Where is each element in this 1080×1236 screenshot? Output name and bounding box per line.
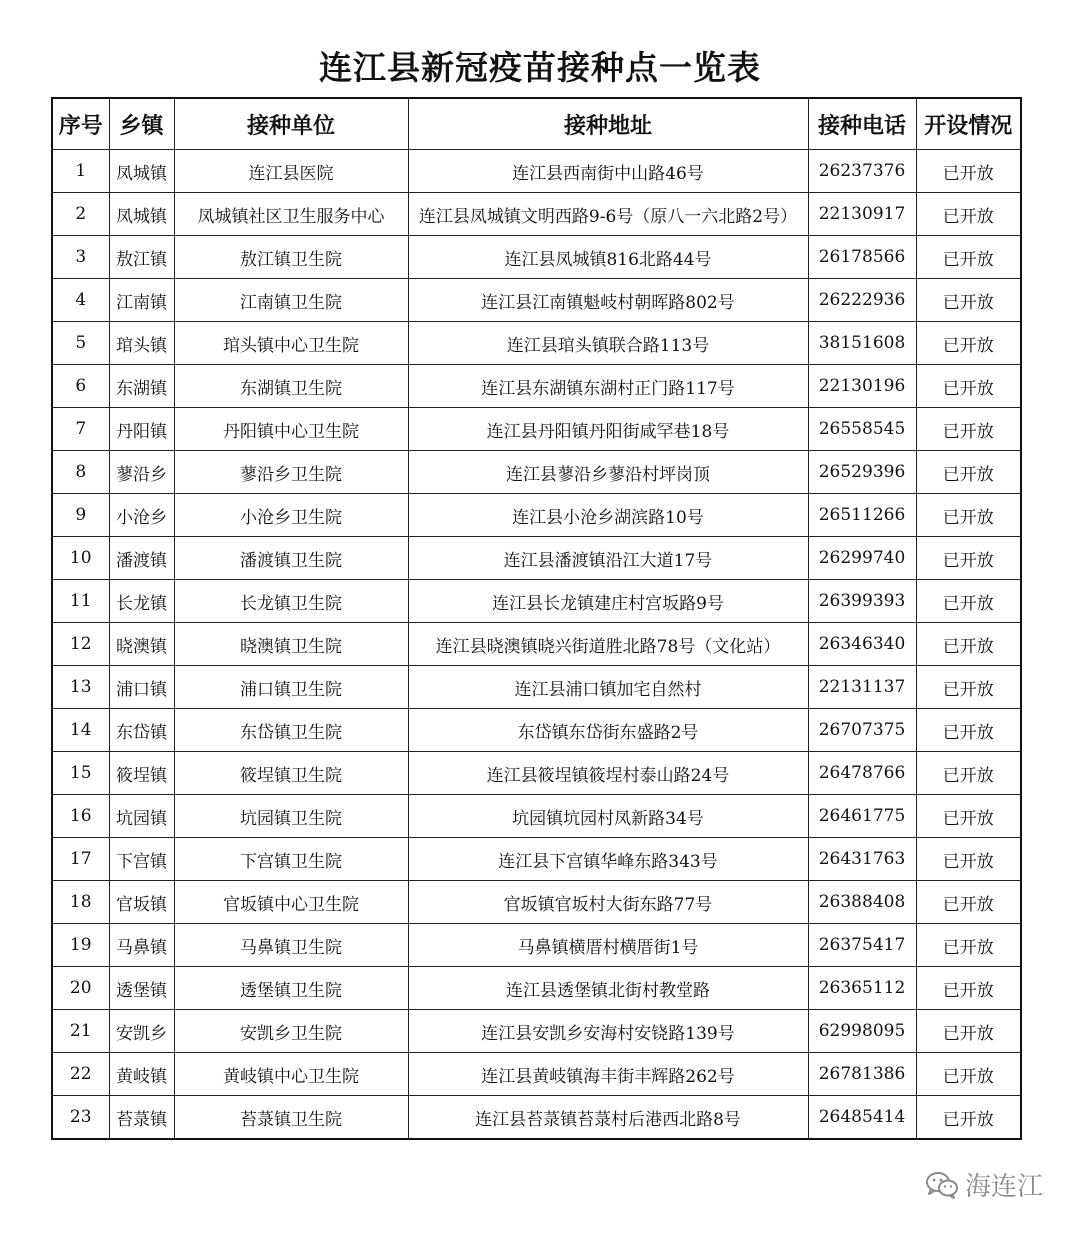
cell-town: 安凯乡 — [109, 1010, 174, 1053]
table-row — [52, 967, 1021, 1010]
cell-address: 马鼻镇横厝村横厝街1号 — [408, 924, 808, 967]
table-row — [52, 709, 1021, 752]
table-row — [52, 150, 1021, 193]
table-row — [52, 1096, 1021, 1140]
cell-unit: 小沧乡卫生院 — [174, 494, 408, 537]
cell-address: 连江县琯头镇联合路113号 — [408, 322, 808, 365]
cell-index: 6 — [52, 365, 109, 408]
cell-unit: 江南镇卫生院 — [174, 279, 408, 322]
cell-status: 已开放 — [916, 1010, 1021, 1053]
cell-town: 浦口镇 — [109, 666, 174, 709]
cell-town: 苔菉镇 — [109, 1096, 174, 1140]
col-header-unit: 接种单位 — [174, 98, 408, 150]
cell-status: 已开放 — [916, 666, 1021, 709]
cell-address: 连江县凤城镇816北路44号 — [408, 236, 808, 279]
cell-town: 潘渡镇 — [109, 537, 174, 580]
cell-index: 3 — [52, 236, 109, 279]
cell-address: 连江县筱埕镇筱埕村泰山路24号 — [408, 752, 808, 795]
cell-phone: 38151608 — [808, 322, 916, 365]
table-row — [52, 580, 1021, 623]
table-row — [52, 494, 1021, 537]
cell-unit: 东岱镇卫生院 — [174, 709, 408, 752]
table-row — [52, 838, 1021, 881]
table-row — [52, 924, 1021, 967]
cell-town: 透堡镇 — [109, 967, 174, 1010]
cell-phone: 26478766 — [808, 752, 916, 795]
cell-status: 已开放 — [916, 967, 1021, 1010]
cell-town: 马鼻镇 — [109, 924, 174, 967]
cell-status: 已开放 — [916, 752, 1021, 795]
table-row — [52, 1053, 1021, 1096]
cell-index: 14 — [52, 709, 109, 752]
cell-index: 11 — [52, 580, 109, 623]
cell-status: 已开放 — [916, 623, 1021, 666]
cell-town: 琯头镇 — [109, 322, 174, 365]
cell-phone: 26781386 — [808, 1053, 916, 1096]
cell-phone: 26222936 — [808, 279, 916, 322]
cell-unit: 丹阳镇中心卫生院 — [174, 408, 408, 451]
cell-index: 18 — [52, 881, 109, 924]
cell-status: 已开放 — [916, 193, 1021, 236]
table-row — [52, 322, 1021, 365]
watermark-text: 海连江 — [965, 1172, 1044, 1202]
cell-address: 连江县长龙镇建庄村宫坂路9号 — [408, 580, 808, 623]
cell-phone: 26431763 — [808, 838, 916, 881]
cell-address: 连江县晓澳镇晓兴街道胜北路78号（文化站） — [408, 623, 808, 666]
cell-status: 已开放 — [916, 795, 1021, 838]
cell-town: 下宫镇 — [109, 838, 174, 881]
cell-unit: 苔菉镇卫生院 — [174, 1096, 408, 1140]
cell-index: 17 — [52, 838, 109, 881]
cell-status: 已开放 — [916, 709, 1021, 752]
col-header-address: 接种地址 — [408, 98, 808, 150]
table-row — [52, 408, 1021, 451]
cell-town: 东岱镇 — [109, 709, 174, 752]
cell-unit: 蓼沿乡卫生院 — [174, 451, 408, 494]
cell-unit: 下宫镇卫生院 — [174, 838, 408, 881]
cell-phone: 26399393 — [808, 580, 916, 623]
cell-phone: 22130196 — [808, 365, 916, 408]
cell-address: 坑园镇坑园村凤新路34号 — [408, 795, 808, 838]
cell-address: 连江县丹阳镇丹阳街咸罕巷18号 — [408, 408, 808, 451]
table-row — [52, 795, 1021, 838]
col-header-town: 乡镇 — [109, 98, 174, 150]
cell-unit: 长龙镇卫生院 — [174, 580, 408, 623]
cell-index: 5 — [52, 322, 109, 365]
watermark — [925, 1166, 1043, 1203]
cell-town: 晓澳镇 — [109, 623, 174, 666]
table-row — [52, 365, 1021, 408]
cell-address: 连江县下宫镇华峰东路343号 — [408, 838, 808, 881]
cell-address: 连江县凤城镇文明西路9-6号（原八一六北路2号） — [408, 193, 808, 236]
page-title: 连江县新冠疫苗接种点一览表 — [319, 48, 761, 87]
cell-unit: 黄岐镇中心卫生院 — [174, 1053, 408, 1096]
table-row — [52, 666, 1021, 709]
cell-phone: 26346340 — [808, 623, 916, 666]
table-row — [52, 752, 1021, 795]
cell-phone: 26388408 — [808, 881, 916, 924]
cell-town: 江南镇 — [109, 279, 174, 322]
cell-status: 已开放 — [916, 150, 1021, 193]
cell-index: 20 — [52, 967, 109, 1010]
cell-index: 10 — [52, 537, 109, 580]
cell-town: 蓼沿乡 — [109, 451, 174, 494]
cell-town: 小沧乡 — [109, 494, 174, 537]
cell-status: 已开放 — [916, 1096, 1021, 1140]
cell-index: 13 — [52, 666, 109, 709]
cell-status: 已开放 — [916, 494, 1021, 537]
cell-address: 连江县浦口镇加宅自然村 — [408, 666, 808, 709]
table-row — [52, 623, 1021, 666]
cell-unit: 安凯乡卫生院 — [174, 1010, 408, 1053]
cell-unit: 筱埕镇卫生院 — [174, 752, 408, 795]
col-header-index: 序号 — [52, 98, 109, 150]
col-header-phone: 接种电话 — [808, 98, 916, 150]
cell-unit: 潘渡镇卫生院 — [174, 537, 408, 580]
cell-town: 凤城镇 — [109, 150, 174, 193]
table-header-row — [52, 98, 1021, 150]
cell-town: 东湖镇 — [109, 365, 174, 408]
cell-address: 连江县苔菉镇苔菉村后港西北路8号 — [408, 1096, 808, 1140]
cell-unit: 浦口镇卫生院 — [174, 666, 408, 709]
table-row — [52, 193, 1021, 236]
table-row — [52, 279, 1021, 322]
cell-address: 连江县西南街中山路46号 — [408, 150, 808, 193]
cell-address: 连江县安凯乡安海村安铙路139号 — [408, 1010, 808, 1053]
cell-address: 连江县透堡镇北街村教堂路 — [408, 967, 808, 1010]
cell-phone: 22131137 — [808, 666, 916, 709]
cell-index: 22 — [52, 1053, 109, 1096]
cell-town: 丹阳镇 — [109, 408, 174, 451]
cell-status: 已开放 — [916, 408, 1021, 451]
cell-phone: 26511266 — [808, 494, 916, 537]
vaccination-sites-table — [51, 97, 1022, 1140]
table-row — [52, 236, 1021, 279]
cell-town: 官坂镇 — [109, 881, 174, 924]
cell-unit: 官坂镇中心卫生院 — [174, 881, 408, 924]
cell-phone: 26529396 — [808, 451, 916, 494]
table-body — [52, 150, 1021, 1140]
cell-address: 官坂镇官坂村大街东路77号 — [408, 881, 808, 924]
cell-phone: 26237376 — [808, 150, 916, 193]
cell-status: 已开放 — [916, 365, 1021, 408]
cell-status: 已开放 — [916, 838, 1021, 881]
cell-address: 连江县潘渡镇沿江大道17号 — [408, 537, 808, 580]
cell-unit: 凤城镇社区卫生服务中心 — [174, 193, 408, 236]
table-row — [52, 451, 1021, 494]
cell-town: 凤城镇 — [109, 193, 174, 236]
wechat-icon — [925, 1171, 959, 1199]
cell-unit: 琯头镇中心卫生院 — [174, 322, 408, 365]
cell-status: 已开放 — [916, 881, 1021, 924]
cell-phone: 26707375 — [808, 709, 916, 752]
table-row — [52, 1010, 1021, 1053]
cell-phone: 26299740 — [808, 537, 916, 580]
cell-town: 黄岐镇 — [109, 1053, 174, 1096]
cell-status: 已开放 — [916, 537, 1021, 580]
cell-index: 9 — [52, 494, 109, 537]
cell-index: 21 — [52, 1010, 109, 1053]
cell-index: 7 — [52, 408, 109, 451]
cell-phone: 26178566 — [808, 236, 916, 279]
cell-index: 23 — [52, 1096, 109, 1140]
cell-unit: 东湖镇卫生院 — [174, 365, 408, 408]
cell-index: 16 — [52, 795, 109, 838]
cell-unit: 坑园镇卫生院 — [174, 795, 408, 838]
cell-unit: 透堡镇卫生院 — [174, 967, 408, 1010]
cell-phone: 26365112 — [808, 967, 916, 1010]
cell-address: 连江县黄岐镇海丰街丰辉路262号 — [408, 1053, 808, 1096]
cell-status: 已开放 — [916, 322, 1021, 365]
cell-status: 已开放 — [916, 1053, 1021, 1096]
col-header-status: 开设情况 — [916, 98, 1021, 150]
cell-address: 连江县东湖镇东湖村正门路117号 — [408, 365, 808, 408]
cell-unit: 连江县医院 — [174, 150, 408, 193]
cell-town: 筱埕镇 — [109, 752, 174, 795]
cell-unit: 晓澳镇卫生院 — [174, 623, 408, 666]
cell-index: 2 — [52, 193, 109, 236]
cell-status: 已开放 — [916, 924, 1021, 967]
cell-phone: 26375417 — [808, 924, 916, 967]
cell-phone: 22130917 — [808, 193, 916, 236]
cell-address: 连江县蓼沿乡蓼沿村坪岗顶 — [408, 451, 808, 494]
cell-index: 12 — [52, 623, 109, 666]
cell-address: 东岱镇东岱街东盛路2号 — [408, 709, 808, 752]
cell-phone: 26461775 — [808, 795, 916, 838]
cell-address: 连江县江南镇魁岐村朝晖路802号 — [408, 279, 808, 322]
cell-unit: 敖江镇卫生院 — [174, 236, 408, 279]
table-row — [52, 881, 1021, 924]
cell-phone: 26485414 — [808, 1096, 916, 1140]
cell-status: 已开放 — [916, 580, 1021, 623]
cell-unit: 马鼻镇卫生院 — [174, 924, 408, 967]
cell-status: 已开放 — [916, 451, 1021, 494]
cell-index: 19 — [52, 924, 109, 967]
cell-address: 连江县小沧乡湖滨路10号 — [408, 494, 808, 537]
cell-index: 15 — [52, 752, 109, 795]
cell-town: 坑园镇 — [109, 795, 174, 838]
cell-index: 8 — [52, 451, 109, 494]
cell-status: 已开放 — [916, 236, 1021, 279]
cell-index: 4 — [52, 279, 109, 322]
cell-town: 长龙镇 — [109, 580, 174, 623]
cell-phone: 62998095 — [808, 1010, 916, 1053]
cell-index: 1 — [52, 150, 109, 193]
cell-status: 已开放 — [916, 279, 1021, 322]
table-row — [52, 537, 1021, 580]
cell-phone: 26558545 — [808, 408, 916, 451]
cell-town: 敖江镇 — [109, 236, 174, 279]
